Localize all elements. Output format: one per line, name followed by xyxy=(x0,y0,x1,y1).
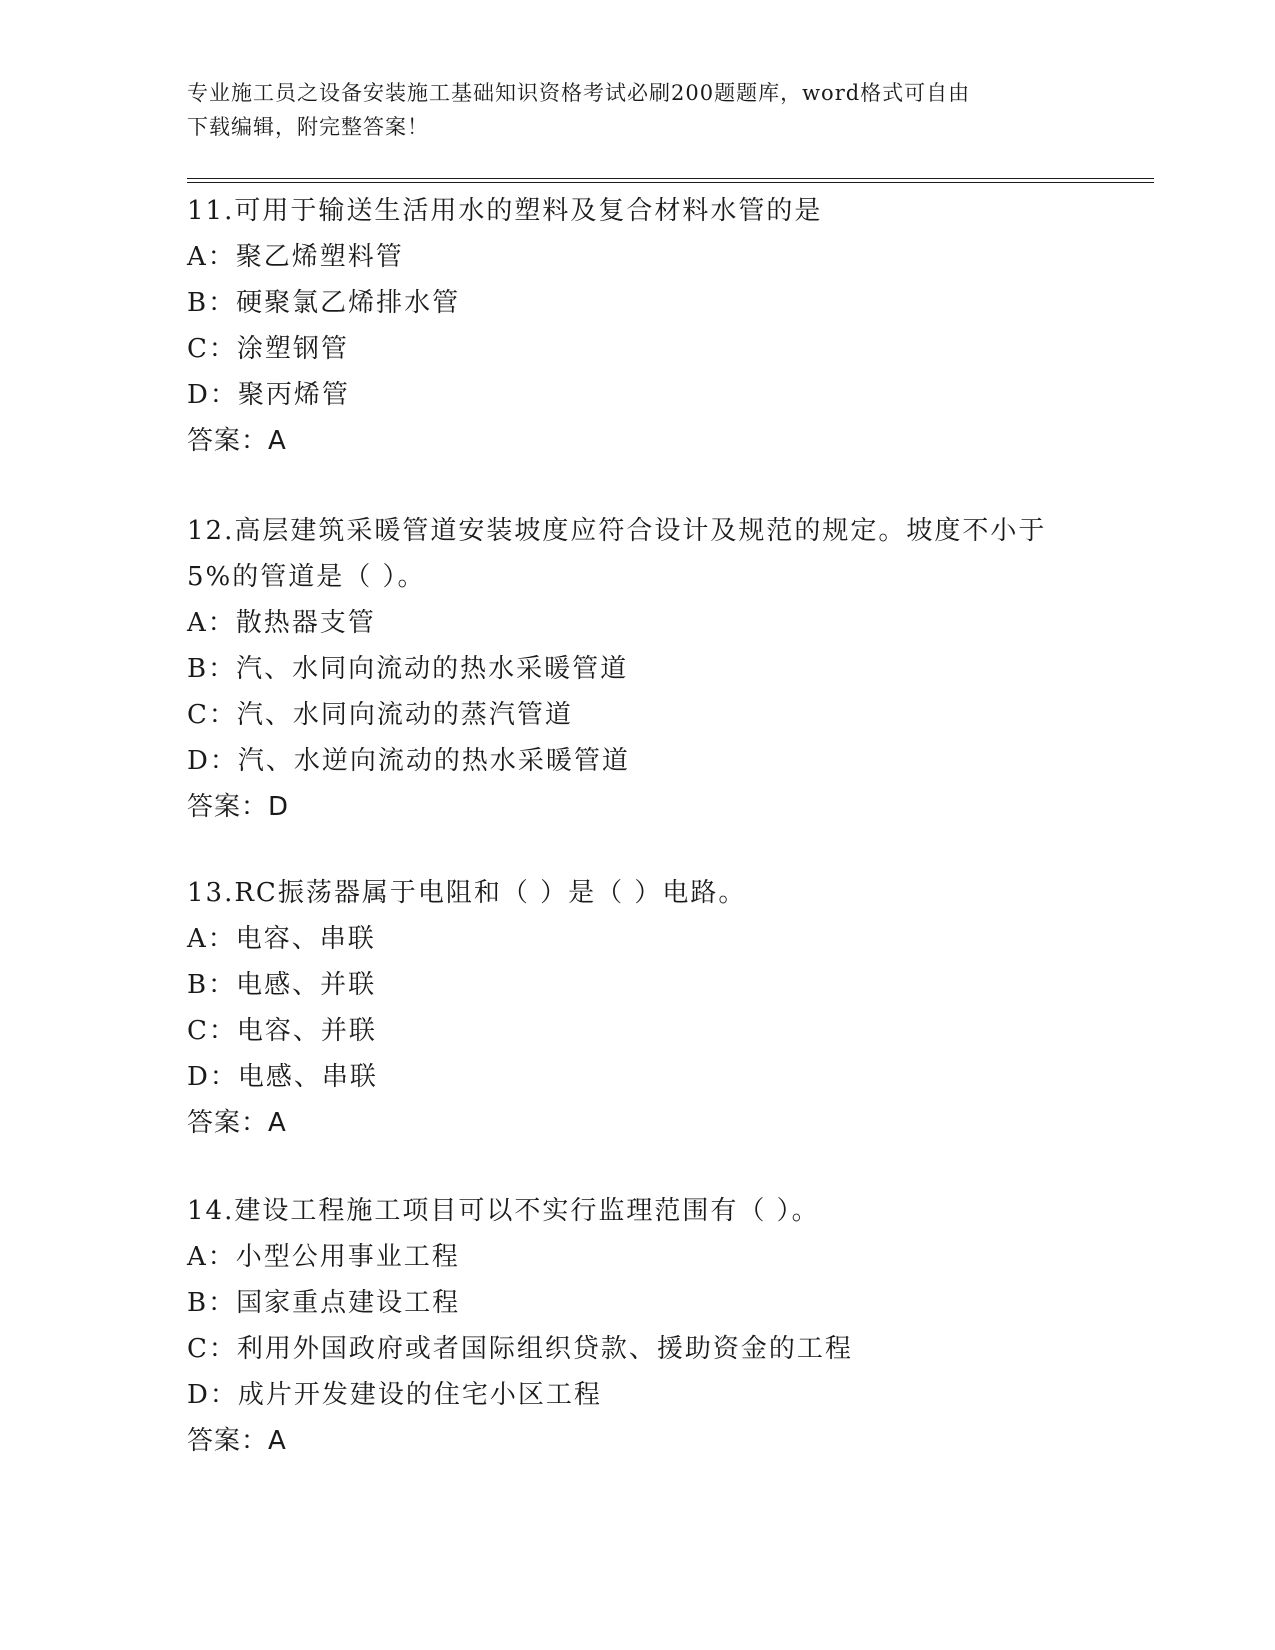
option-d: D：成片开发建设的住宅小区工程 xyxy=(187,1380,602,1410)
option-a: A：电容、串联 xyxy=(187,924,376,954)
option-c: C：汽、水同向流动的蒸汽管道 xyxy=(187,700,573,730)
answer-line: 答案：A xyxy=(187,426,287,456)
question-stem: 14.建设工程施工项目可以不实行监理范围有（ ）。 xyxy=(187,1196,820,1226)
option-b: B：国家重点建设工程 xyxy=(187,1288,461,1318)
document-header xyxy=(187,76,1077,144)
option-d: D：聚丙烯管 xyxy=(187,380,350,410)
option-a: A：小型公用事业工程 xyxy=(187,1242,460,1272)
option-b: B：汽、水同向流动的热水采暖管道 xyxy=(187,654,629,684)
option-d: D：汽、水逆向流动的热水采暖管道 xyxy=(187,746,630,776)
question-block xyxy=(187,1188,1087,1464)
option-c: C：利用外国政府或者国际组织贷款、援助资金的工程 xyxy=(187,1334,853,1364)
question-stem: 11.可用于输送生活用水的塑料及复合材料水管的是 xyxy=(187,196,823,226)
option-a: A：聚乙烯塑料管 xyxy=(187,242,404,272)
option-c: C：电容、并联 xyxy=(187,1016,377,1046)
question-stem: 12.高层建筑采暖管道安装坡度应符合设计及规范的规定。坡度不小于 xyxy=(187,516,1047,546)
question-stem-continued: 5%的管道是（ ）。 xyxy=(187,562,426,592)
answer-line: 答案：D xyxy=(187,792,290,822)
option-b: B：硬聚氯乙烯排水管 xyxy=(187,288,461,318)
option-a: A：散热器支管 xyxy=(187,608,376,638)
answer-line: 答案：A xyxy=(187,1108,287,1138)
option-c: C：涂塑钢管 xyxy=(187,334,349,364)
header-divider xyxy=(187,178,1154,179)
question-block xyxy=(187,188,1087,464)
question-block xyxy=(187,508,1087,830)
header-divider xyxy=(187,182,1154,183)
question-stem: 13.RC振荡器属于电阻和（ ）是（ ）电路。 xyxy=(187,878,747,908)
answer-line: 答案：A xyxy=(187,1426,287,1456)
option-b: B：电感、并联 xyxy=(187,970,377,1000)
header-line: 下载编辑，附完整答案！ xyxy=(187,115,429,139)
option-d: D：电感、串联 xyxy=(187,1062,378,1092)
question-block xyxy=(187,870,1087,1146)
header-line: 专业施工员之设备安装施工基础知识资格考试必刷200题题库，word格式可自由 xyxy=(187,81,971,105)
